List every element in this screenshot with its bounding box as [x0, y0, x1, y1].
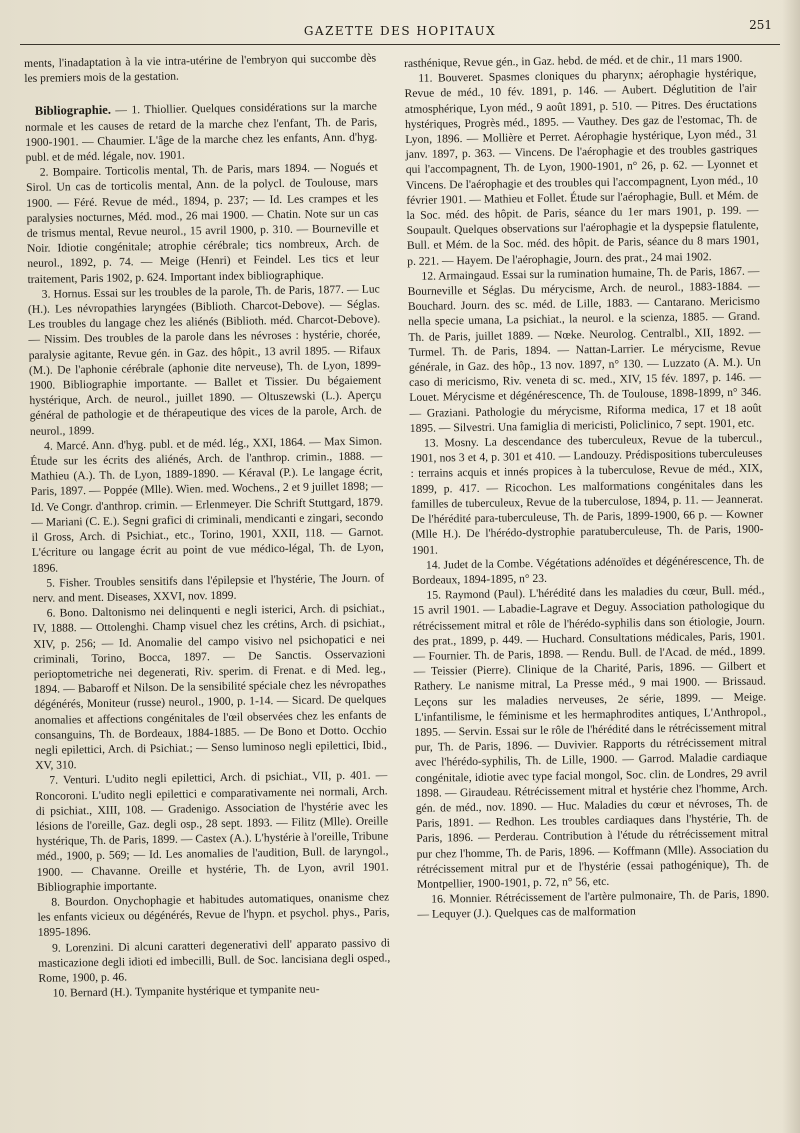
bibliography-entry: 4. Marcé. Ann. d'hyg. publ. et de méd. lég., XXI, 1864. — Max Simon. Étude sur les écrits des aliénés, Arch. de l'anthrop. crimin., 1888. — Mathieu (A.). Th. de Lyon, 1889-1890. — Kéraval (P.). Le langage écrit, Paris, 1897. — Poppée (Mlle). Wien. med. Wochens., 2 et 9 juillet 1898; — Id. Ve Congr. d'anthrop. crimin. — Erlenmeyer. Die Schrift Stuttgard, 1879. — Mariani (C. E.). Segni grafici di criminali, mendicanti e zingari, secondo il Gross, Arch. di Psichiat., etc., Torino, 1901, XXII, 118. — Garnot. L'écriture ou langage écrit au point de vue médico-légal, Th. de Lyon, 1896.: [30, 434, 384, 575]
intro-paragraph: ments, l'inadaptation à la vie intra-utérine de l'embryon qui succombe dès les premiers mois de la gestation.: [24, 51, 377, 86]
bibliography-entry: 10. Bernard (H.). Tympanite hystérique et tympanite neu-: [52, 982, 320, 1000]
bibliography-entry-continued: rasthénique, Revue gén., in Gaz. hebd. de méd. et de chir., 11 mars 1900.: [404, 51, 743, 70]
bibliography-label: Bibliographie.: [34, 103, 112, 119]
right-column: [404, 50, 770, 922]
bibliography-entry: 11. Bouveret. Spasmes cloniques du pharynx; aérophagie hystérique, Revue de méd., 10 fév. 1891, p. 146. — Aubert. Déglutition de l'air atmosphérique, Lyon méd., 9 août 1891, p. 510. — Pitres. Des éructations hystériques, Progrès méd., 1895. — Vauthey. Des gaz de l'estomac, Th. de Lyon, 1896. — Mollière et Perret. Aérophagie hystérique, Lyon méd., 31 janv. 1897, p. 363. — Vincens. De l'aérophagie et des troubles gastriques qui l'accompagnent, Th. de Lyon, 1900-1901, n° 26, p. 62. — Lyonnet et Vincens. De l'aérophagie et des troubles qui l'accompagnent, Lyon méd., 10 février 1901. — Mathieu et Follet. Étude sur l'aérophagie, Bull. et Mém. de la Soc. méd. des hôpit. de Paris, séance du 1er mars 1901, p. 199. — Soupault. Quelques observations sur l'aérophagie et la dyspepsie flatulente, Bull. et Mém. de la Soc. méd. des hôpit. de Paris, séance du 8 mars 1901, p. 221. — Hayem. De l'aérophagie, Journ. des prat., 24 mai 1902.: [404, 66, 760, 268]
bibliography-entry: 7. Venturi. L'udito negli epilettici, Arch. di psichiat., VII, p. 401. — Roncoroni. L'udito negli epilettici e comparativamente nei normali, Arch. di psichiat., XIII, 108. — Gradenigo. Association de l'hystérie avec les lésions de l'oreille, Gaz. degli osp., 28 sept. 1893. — Filitz (Mlle). Oreille hystérique, Th. de Paris, 1899. — Castex (A.). L'hystérie à l'oreille, Tribune méd., 1900, p. 569; — Id. Les anomalies de l'audition, Bull. de laryngol., 1900. — Chavanne. Oreille et hystérie, Th. de Lyon, avril 1901. Bibliographie importante.: [35, 768, 389, 894]
running-title: GAZETTE DES HOPITAUX: [303, 24, 497, 38]
left-column: [24, 50, 391, 1001]
bibliography-entry: 15. Raymond (Paul). L'hérédité dans les maladies du cœur, Bull. méd., 15 avril 1901. — Labadie-Lagrave et Deguy. Association pathologique du rétrécissement mitral et rôle de l'hérédo-syphilis dans son étiologie, Journ. des prat., 1899, p. 449. — Huchard. Consultations médicales, Paris, 1901. — Fournier. Th. de Paris, 1898. — Rendu. Bull. de l'Acad. de méd., 1899. — Teissier (Pierre). Clinique de la Charité, Paris, 1896. — Gilbert et Rathery. Le nanisme mitral, La Presse méd., 9 mai 1900. — Brissaud. Leçons sur les maladies nerveuses, 2e série, 1899. — Meige. L'infantilisme, le féminisme et les hermaphrodites antiques, L'Anthropol., 1895. — Servin. Essai sur le rôle de l'hérédité dans le rétrécissement mitral pur, Th. de Paris, 1896. — Duvivier. Rapports du rétrécissement mitral avec l'hérédo-syphilis, Th. de Lille, 1900. — Garrod. Maladie cardiaque congénitale, idiotie avec type facial mongol, Soc. clin. de Londres, 29 avril 1898. — Giraudeau. Rétrécissement mitral et hystérie chez l'homme, Arch. gén. de méd., nov. 1890. — Huc. Maladies du cœur et névroses, Th. de Paris, 1891. — Redhon. Les troubles cardiaques dans l'hystérie, Th. de Paris, 1896. — Perderau. Contribution à l'étude du rétrécissement mitral pur chez l'homme, Th. de Paris, 1896. — Koffmann (Mlle). Association du rétrécissement mitral pur et de l'hystérie (essai pathogénique), Th. de Montpellier, 1900-1901, p. 72, n° 56, etc.: [412, 583, 769, 891]
bibliography-entry: 14. Judet de la Combe. Végétations adénoïdes et dégénérescence, Th. de Bordeaux, 1894-1895, n° 23.: [412, 553, 765, 587]
bibliography-heading-line: [25, 99, 378, 165]
bibliography-entry: 3. Hornus. Essai sur les troubles de la parole, Th. de Paris, 1877. — Luc (H.). Les névropathies laryngées (Biblioth. Charcot-Debove). — Séglas. Les troubles du langage chez les aliénés (Biblioth. méd. Charcot-Debove). — Nissim. Des troubles de la parole dans les névroses : hystérie, chorée, paralysie agitante, Revue gén. in Gaz. des hôpit., 13 avril 1895. — Rifaux (M.). De l'aphonie cérébrale (aphonie dite nerveuse), Th. de Lyon, 1899-1900. Bibliographie importante. — Ballet et Tissier. Du bégaiement hystérique, Arch. de neurol., juillet 1890. — Oltuszewski (L.). Aperçu général de pathologie et de thérapeutique des vices de la parole, Arch. de neurol., 1899.: [27, 282, 382, 438]
page-number: 251: [749, 18, 772, 32]
bibliography-entry: 6. Bono. Daltonismo nei delinquenti e negli isterici, Arch. di psichiat., IV, 1888. — Ottolenghi. Champ visuel chez les crétins, Arch. di psichiat., XIV, p. 256; — Id. Anomalie del campo visivo nel psichopatici e nei criminali, Torino, Bocca, 1897. — De Sanctis. Osservazioni perioptometriche nei degenerati, Riv. sperim. di Frenat. e di Med. leg., 1894. — Babaroff et Nilson. De la sensibilité spéciale chez les névropathes dégénérés, Moniteur (russe) neurol., 1900, p. 1-14. — Sicard. De quelques anomalies et affections congénitales de l'œil observées chez les enfants de consanguins, Th. de Bordeaux, 1884-1885. — De Bono et Dotto. Occhio negli epilettici, Arch. di Psichiat.; — Senso luminoso negli epilettici, Ibid., XV, 310.: [32, 601, 387, 773]
bibliography-entry: 12. Armaingaud. Essai sur la rumination humaine, Th. de Paris, 1867. — Bourneville et Séglas. Du mérycisme, Arch. de neurol., 1883-1884. — Bouchard. Journ. des sc. méd. de Lille, 1883. — Cantarano. Mericismo nella specie umana, La psichiat., la neurol. e la scienza, 1885. — Grand. Th. de Paris, juillet 1889. — Nœke. Neurolog. Centralbl., XII, 1892. — Turmel. Th. de Paris, 1894. — Nattan-Larrier. Le mérycisme, Revue générale, in Gaz. des hôp., 13 nov. 1897, n° 130. — Luzzato (A. M.). Un caso di mericismo, Riv. veneta di sc. med., XIV, 15 fév. 1897, p. 146. — Louet. Mérycisme et dégénérescence, Th. de Toulouse, 1898-1899, n° 346. — Graziani. Pathologie du mérycisme, Riforma medica, 17 et 18 août 1895. — Silvestri. Una famiglia di mericisti, Policlinico, 7 sept. 1901, etc.: [407, 264, 762, 435]
page-edge-shadow: [782, 0, 800, 1133]
bibliography-entry: 8. Bourdon. Onychophagie et habitudes automatiques, onanisme chez les enfants vicieux ou dégénérés, Revue de l'hypn. et psychol. phys., Paris, 1895-1896.: [37, 890, 390, 940]
page-header: [20, 18, 780, 44]
bibliography-entry: 13. Mosny. La descendance des tuberculeux, Revue de la tubercul., 1901, nos 3 et 4, p. 301 et 410. — Landouzy. Prédispositions tuberculeuses : terrains acquis et innés propices à la tuberculose, Revue de méd., XIX, 1899, p. 417. — Ricochon. Les malformations congénitales dans les familles de tuberculeux, Revue de la tuberculose, 1894, p. 11. — Jeannerat. De l'hérédité para-tuberculeuse, Th. de Paris, 1899-1900, 66 p. — Kowner (Mlle H.). De l'hérédo-dystrophie paratuberculeuse, Th. de Paris, 1900-1901.: [410, 431, 764, 557]
bibliography-entry: — 1. Thiollier. Quelques considérations sur la marche normale et les causes de retard de la marche chez l'enfant, Th. de Paris, 1900-1901. — Chaumier. L'âge de la marche chez les enfants, Ann. d'hyg. publ. et de méd. légale, nov. 1901.: [25, 99, 378, 165]
bibliography-entry: 2. Bompaire. Torticolis mental, Th. de Paris, mars 1894. — Nogués et Sirol. Un cas de torticolis mental, Ann. de la polycl. de Toulouse, mars 1900. — Féré. Revue de méd., 1894, p. 237; — Id. Les crampes et les paralysies nocturnes, Méd. mod., 26 mai 1900. — Chatin. Note sur un cas de trismus mental, Revue neurol., 15 avril 1900, p. 310. — Bourneville et Noir. Idiotie congénitale; atrophie cérébrale; tics nombreux, Arch. de neurol., 1892, p. 74. — Meige (Henri) et Feindel. Les tics et leur traitement, Paris 1902, p. 624. Important index bibliographique.: [25, 160, 380, 286]
header-rule: [20, 44, 780, 45]
bibliography-entry: 5. Fisher. Troubles sensitifs dans l'épilepsie et l'hystérie, The Journ. of nerv. and ment. Diseases, XXVI, nov. 1899.: [32, 571, 385, 605]
bibliography-entry: 16. Monnier. Rétrécissement de l'artère pulmonaire, Th. de Paris, 1890. — Lequyer (J.). Quelques cas de malformation: [417, 887, 770, 922]
bibliography-entry: 9. Lorenzini. Di alcuni caratteri degenerativi dell' apparato passivo di masticazione degli idioti ed imbecilli, Bull. de Soc. lancisiana degli osped., Rome, 1900, p. 46.: [38, 935, 391, 985]
